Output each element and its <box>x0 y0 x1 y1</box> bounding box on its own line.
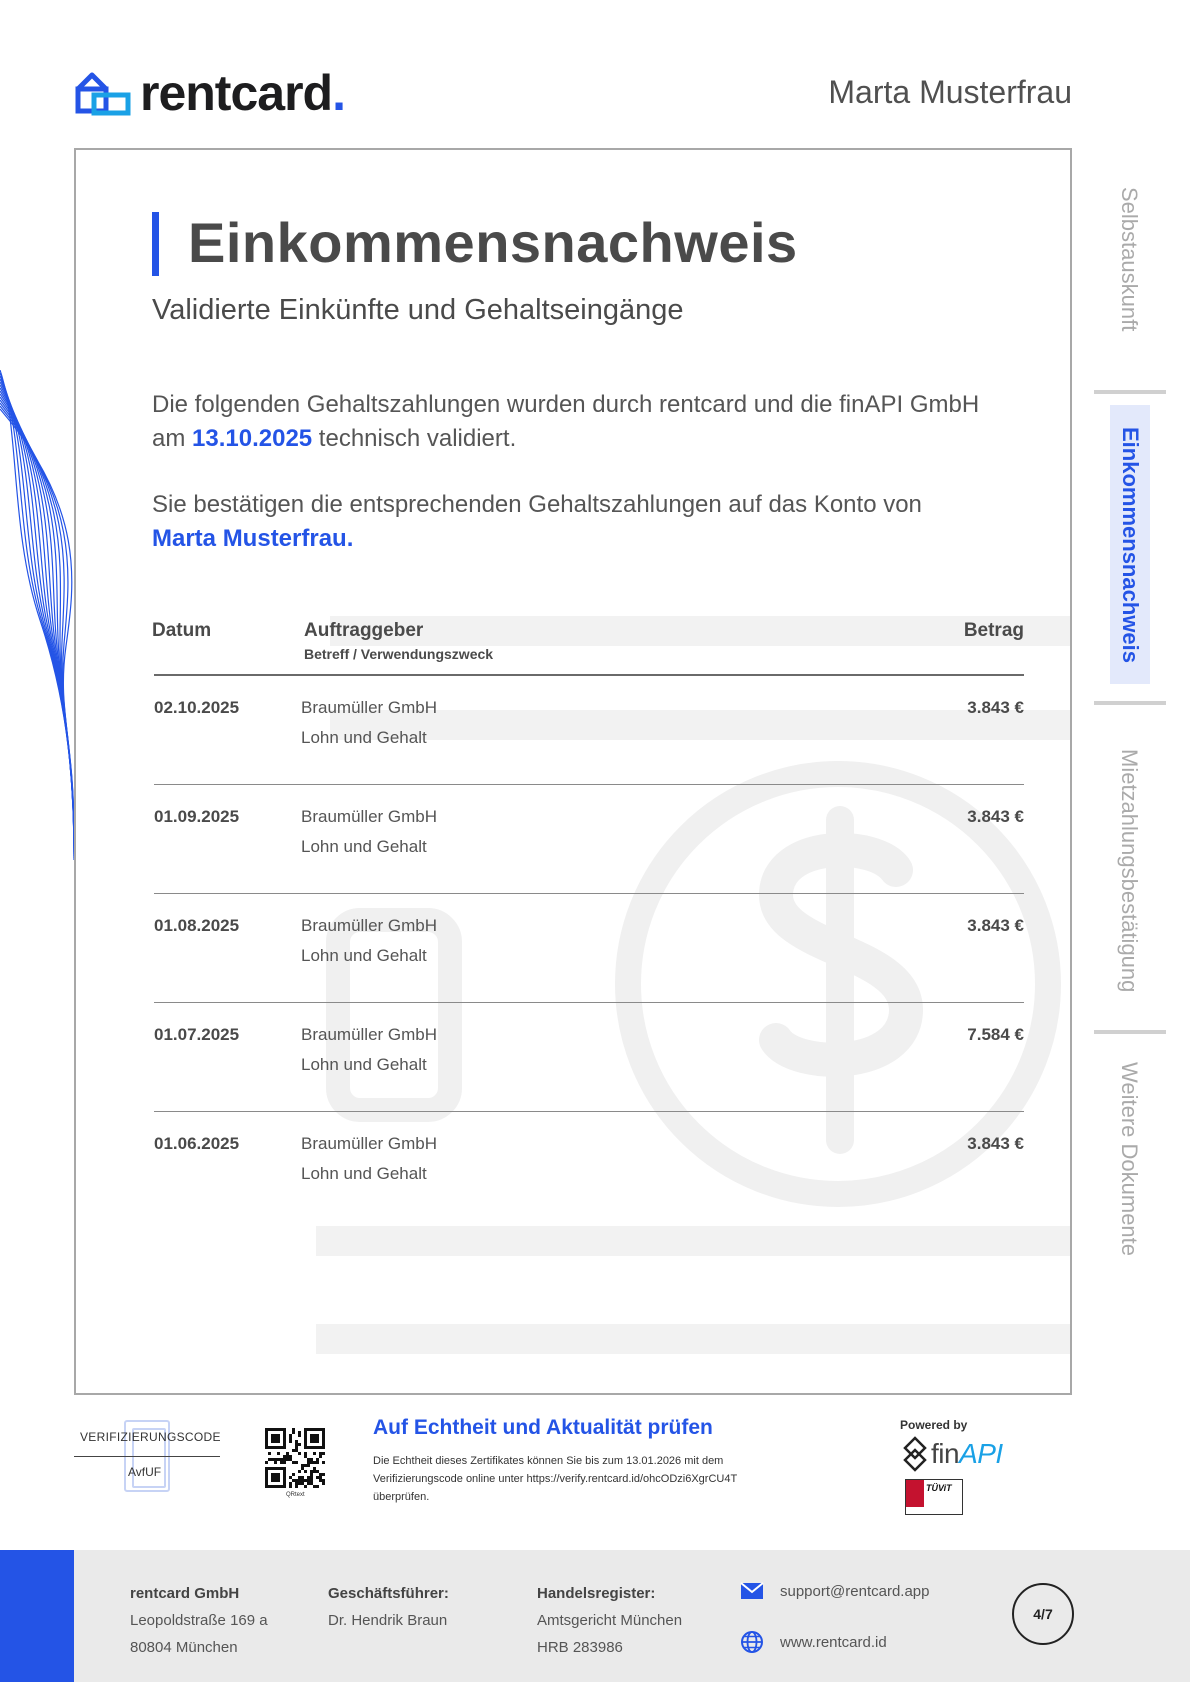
verify-text: Die Echtheit dieses Zertifikates können Sie bis zum 13.01.2026 mit dem Verifizierungscode online unter https://verify.rentcard.id/ohcODzi6XgrCU4T überprüfen. <box>373 1455 737 1503</box>
page-subtitle: Validierte Einkünfte und Gehaltseingänge <box>152 294 684 326</box>
payment-purpose: Lohn und Gehalt <box>301 1055 427 1074</box>
verification-code-label: VERIFIZIERUNGSCODE <box>80 1430 221 1444</box>
qr-code-icon[interactable] <box>265 1428 325 1488</box>
table-row <box>154 676 1024 785</box>
footer-register <box>537 1580 682 1661</box>
payment-amount: 3.843 € <box>967 916 1024 935</box>
intro-paragraph-2: Sie bestätigen die entsprechenden Gehaltszahlungen auf das Konto von Marta Musterfrau. <box>152 491 922 552</box>
payment-purpose: Lohn und Gehalt <box>301 1164 427 1183</box>
footer-email[interactable] <box>740 1582 929 1600</box>
brand-name: rentcard <box>140 65 333 121</box>
finapi-api: API <box>959 1438 1003 1469</box>
payment-date: 01.06.2025 <box>154 1134 240 1153</box>
finapi-logo <box>903 1436 1003 1472</box>
column-header-purpose: Betreff / Verwendungszweck <box>304 646 494 662</box>
company-city: 80804 München <box>130 1639 238 1656</box>
tab-selbstauskunft[interactable] <box>1094 168 1164 350</box>
tab-divider <box>1094 1030 1166 1034</box>
page-footer <box>0 1550 1190 1682</box>
payment-purpose: Lohn und Gehalt <box>301 946 427 965</box>
qr-caption: QRtext <box>286 1492 305 1498</box>
payment-date: 01.09.2025 <box>154 807 240 826</box>
payment-amount: 3.843 € <box>967 807 1024 826</box>
payments-table-body <box>154 676 1024 1221</box>
account-holder-name: Marta Musterfrau. <box>152 525 354 552</box>
payment-purpose: Lohn und Gehalt <box>301 728 427 747</box>
tab-label: Weitere Dokumente <box>1117 1061 1142 1256</box>
document-panel <box>74 148 1072 1395</box>
rentcard-logo <box>74 65 345 121</box>
intro-text <box>152 388 1012 588</box>
title-accent-bar <box>152 212 159 276</box>
website-link[interactable]: www.rentcard.id <box>780 1633 887 1651</box>
table-row <box>154 785 1024 894</box>
payment-amount: 7.584 € <box>967 1025 1024 1044</box>
payment-amount: 3.843 € <box>967 1134 1024 1153</box>
tab-weitere-dokumente[interactable] <box>1094 1046 1164 1272</box>
ceo-label: Geschäftsführer: <box>328 1585 449 1602</box>
brand-dot: . <box>332 65 345 121</box>
verification-code: AvfUF <box>128 1465 162 1479</box>
owner-name: Marta Musterfrau <box>828 74 1072 110</box>
column-header-client: Auftraggeber <box>304 620 424 641</box>
footer-accent-block <box>0 1550 74 1682</box>
intro-paragraph-1: Die folgenden Gehaltszahlungen wurden durch rentcard und die finAPI GmbH am 13.10.2025 technisch validiert. <box>152 391 980 452</box>
tab-mietzahlungsbestaetigung[interactable] <box>1094 726 1164 1016</box>
payment-client: Braumüller GmbH <box>301 698 438 717</box>
company-name: rentcard GmbH <box>130 1585 240 1602</box>
table-header <box>152 620 1024 676</box>
footer-company <box>130 1580 268 1661</box>
payment-purpose: Lohn und Gehalt <box>301 837 427 856</box>
mail-icon <box>740 1582 764 1600</box>
payment-date: 01.08.2025 <box>154 916 240 935</box>
powered-by-label: Powered by <box>900 1418 968 1432</box>
tab-divider <box>1094 701 1166 705</box>
payment-client: Braumüller GmbH <box>301 1025 438 1044</box>
decorative-waves <box>0 370 80 870</box>
register-court: Amtsgericht München <box>537 1612 683 1629</box>
finapi-logo-icon <box>903 1436 927 1472</box>
finapi-fin: fin <box>931 1438 960 1469</box>
verify-title: Auf Echtheit und Aktualität prüfen <box>373 1416 713 1439</box>
table-row <box>154 1003 1024 1112</box>
payment-date: 01.07.2025 <box>154 1025 240 1044</box>
house-logo-icon <box>74 69 132 117</box>
tab-label: Einkommensnachweis <box>1118 426 1143 663</box>
email-link[interactable]: support@rentcard.app <box>780 1582 930 1600</box>
payment-client: Braumüller GmbH <box>301 916 438 935</box>
tab-einkommensnachweis[interactable] <box>1110 405 1150 684</box>
register-label: Handelsregister: <box>537 1585 656 1602</box>
payment-amount: 3.843 € <box>967 698 1024 717</box>
footer-website[interactable] <box>740 1630 887 1654</box>
payment-date: 02.10.2025 <box>154 698 240 717</box>
tuv-certificate-badge <box>905 1479 963 1515</box>
table-row <box>154 1112 1024 1221</box>
footer-management <box>328 1580 449 1634</box>
page-number: 4/7 <box>1012 1583 1074 1645</box>
tab-divider <box>1094 390 1166 394</box>
globe-icon <box>740 1630 764 1654</box>
tab-label: Mietzahlungsbestätigung <box>1117 749 1142 993</box>
column-header-amount: Betrag <box>963 620 1024 641</box>
page-title: Einkommensnachweis <box>188 211 798 274</box>
tab-label: Selbstauskunft <box>1117 186 1142 332</box>
table-row <box>154 894 1024 1003</box>
company-street: Leopoldstraße 169 a <box>130 1612 268 1629</box>
validation-date: 13.10.2025 <box>192 425 313 452</box>
register-number: HRB 283986 <box>537 1639 623 1656</box>
ceo-name: Dr. Hendrik Braun <box>328 1612 448 1629</box>
column-header-date: Datum <box>152 620 212 641</box>
tuv-label: TÜViT <box>926 1483 952 1493</box>
verification-divider <box>74 1456 220 1457</box>
payment-client: Braumüller GmbH <box>301 807 438 826</box>
payment-client: Braumüller GmbH <box>301 1134 438 1153</box>
